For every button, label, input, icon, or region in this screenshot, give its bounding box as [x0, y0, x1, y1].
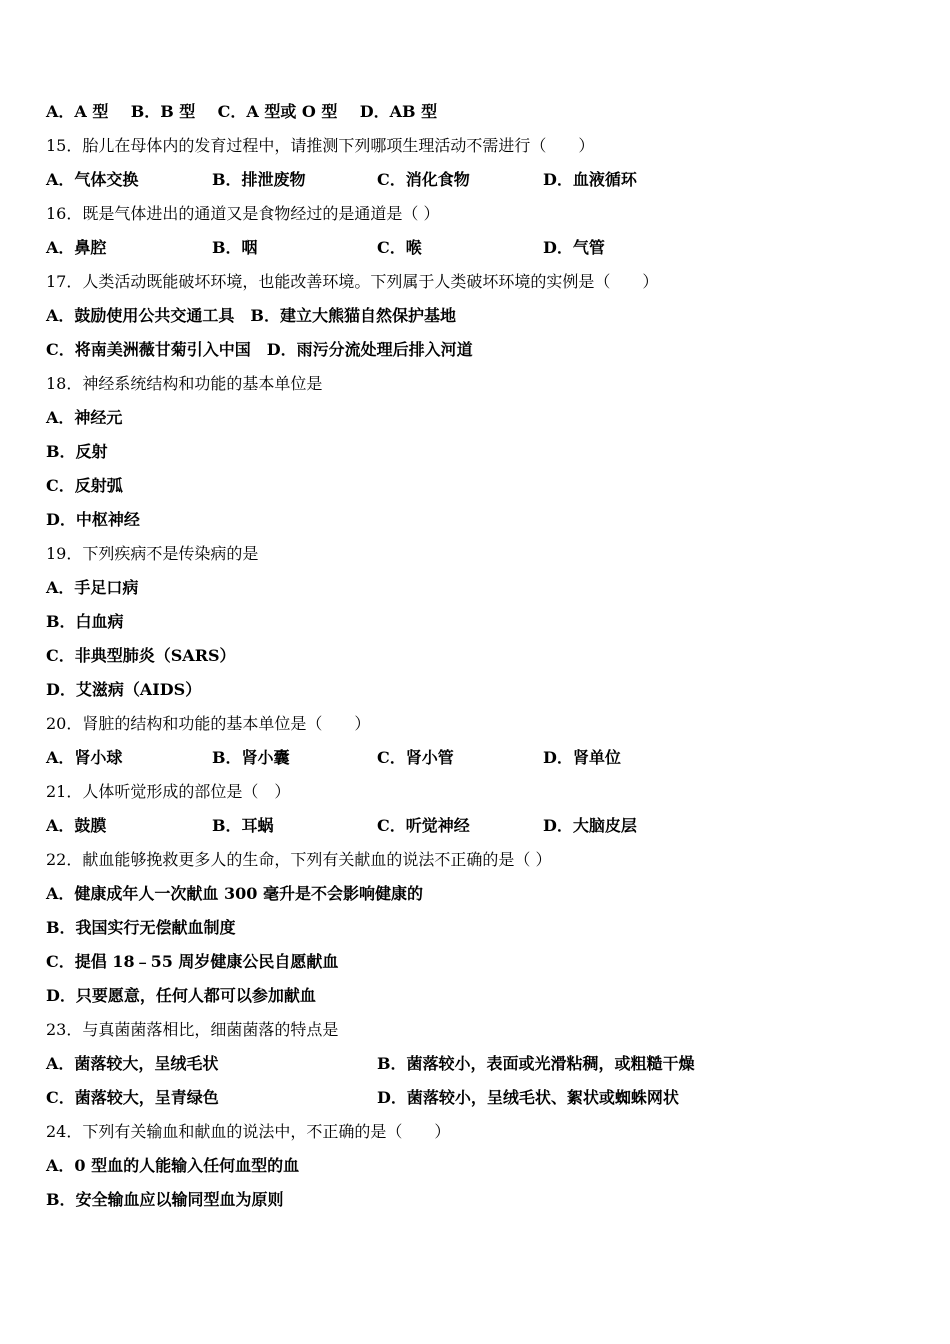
question-19-option-d: D．艾滋病（AIDS）: [46, 680, 202, 699]
question-19-option-c: C．非典型肺炎（SARS）: [46, 646, 236, 665]
option-c: C．喉: [377, 238, 422, 257]
question-24-option-b: B．安全输血应以输同型血为原则: [46, 1190, 284, 1209]
question-22-stem: 22．献血能够挽救更多人的生命，下列有关献血的说法不正确的是（ ）: [46, 850, 552, 869]
question-21-stem: 21．人体听觉形成的部位是（ ）: [46, 782, 291, 801]
question-17-stem: 17．人类活动既能破坏环境，也能改善环境。下列属于人类破坏环境的实例是（ ）: [46, 272, 659, 291]
option-b: B．咽: [212, 238, 258, 257]
question-19-option-a: A．手足口病: [46, 578, 139, 597]
option-c: C．菌落较大，呈青绿色: [46, 1088, 219, 1107]
question-24-option-a: A．0 型血的人能输入任何血型的血: [46, 1156, 300, 1175]
question-18-option-a: A．神经元: [46, 408, 123, 427]
question-17-options-line-2: C．将南美洲薇甘菊引入中国 D．雨污分流处理后排入河道: [46, 340, 473, 359]
option-c: C．消化食物: [377, 170, 470, 189]
question-16-stem: 16．既是气体进出的通道又是食物经过的是通道是（ ）: [46, 204, 440, 223]
question-18-option-c: C．反射弧: [46, 476, 123, 495]
question-22-option-a: A．健康成年人一次献血 300 毫升是不会影响健康的: [46, 884, 423, 903]
option-b: B．肾小囊: [212, 748, 290, 767]
option-c: C．A 型或 O 型: [217, 102, 338, 121]
option-d: D．肾单位: [543, 748, 621, 767]
options-row-carryover: [46, 100, 437, 124]
question-15-stem: 15．胎儿在母体内的发育过程中，请推测下列哪项生理活动不需进行（ ）: [46, 136, 595, 155]
option-d: D．血液循环: [543, 170, 637, 189]
option-b: B．耳蜗: [212, 816, 274, 835]
option-a: A．气体交换: [46, 170, 139, 189]
question-19-stem: 19．下列疾病不是传染病的是: [46, 544, 259, 563]
option-d: D．AB 型: [359, 102, 438, 121]
question-19-option-b: B．白血病: [46, 612, 124, 631]
option-a: A．菌落较大，呈绒毛状: [46, 1054, 219, 1073]
question-20-stem: 20．肾脏的结构和功能的基本单位是（ ）: [46, 714, 371, 733]
question-18-option-d: D．中枢神经: [46, 510, 140, 529]
question-22-option-d: D．只要愿意，任何人都可以参加献血: [46, 986, 316, 1005]
question-18-stem: 18．神经系统结构和功能的基本单位是: [46, 374, 323, 393]
option-a: A．肾小球: [46, 748, 123, 767]
option-b: B．B 型: [130, 102, 196, 121]
option-a: A．鼓膜: [46, 816, 107, 835]
option-c: C．听觉神经: [377, 816, 470, 835]
option-b: B．菌落较小，表面或光滑粘稠，或粗糙干燥: [377, 1054, 695, 1073]
option-a: A．鼻腔: [46, 238, 107, 257]
question-18-option-b: B．反射: [46, 442, 108, 461]
option-d: D．气管: [543, 238, 605, 257]
option-b: B．排泄废物: [212, 170, 306, 189]
question-22-option-b: B．我国实行无偿献血制度: [46, 918, 236, 937]
question-22-option-c: C．提倡 18﹣55 周岁健康公民自愿献血: [46, 952, 339, 971]
question-24-stem: 24．下列有关输血和献血的说法中，不正确的是（ ）: [46, 1122, 451, 1141]
option-d: D．大脑皮层: [543, 816, 637, 835]
question-17-options-line-1: A．鼓励使用公共交通工具 B．建立大熊猫自然保护基地: [46, 306, 456, 325]
question-23-stem: 23．与真菌菌落相比，细菌菌落的特点是: [46, 1020, 339, 1039]
option-d: D．菌落较小，呈绒毛状、絮状或蜘蛛网状: [377, 1088, 679, 1107]
option-c: C．肾小管: [377, 748, 454, 767]
option-a: A．A 型: [46, 102, 109, 121]
